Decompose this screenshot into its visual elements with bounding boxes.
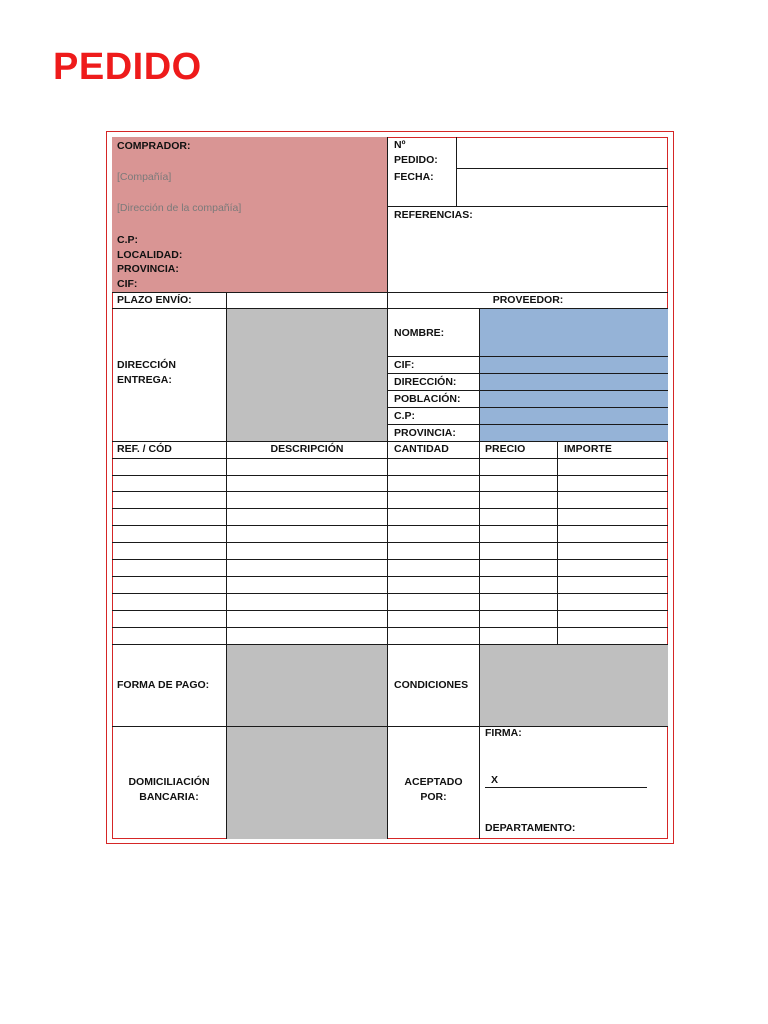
table-cell[interactable]: [112, 476, 226, 492]
table-cell[interactable]: [227, 629, 387, 645]
firma-label: FIRMA:: [485, 727, 522, 739]
table-cell[interactable]: [227, 544, 387, 560]
table-cell[interactable]: [558, 527, 668, 543]
table-cell[interactable]: [112, 544, 226, 560]
table-cell[interactable]: [388, 561, 479, 577]
table-cell[interactable]: [558, 510, 668, 526]
table-cell[interactable]: [227, 493, 387, 509]
table-cell[interactable]: [480, 459, 557, 475]
table-cell[interactable]: [112, 595, 226, 611]
table-cell[interactable]: [112, 510, 226, 526]
proveedor-title: PROVEEDOR:: [492, 294, 564, 306]
col-header-precio: PRECIO: [485, 443, 526, 455]
departamento-label: DEPARTAMENTO:: [485, 822, 576, 834]
domiciliacion-field[interactable]: [226, 727, 387, 839]
table-cell[interactable]: [480, 612, 557, 628]
company-address-placeholder[interactable]: [Dirección de la compañía]: [117, 202, 242, 214]
numero-pedido-field[interactable]: [457, 137, 668, 168]
aceptado-label-1: ACEPTADO: [404, 776, 463, 788]
plazo-envio-field[interactable]: [227, 293, 387, 308]
condiciones-label: CONDICIONES: [394, 679, 469, 691]
table-cell[interactable]: [112, 612, 226, 628]
table-cell[interactable]: [480, 578, 557, 594]
table-cell[interactable]: [558, 459, 668, 475]
table-cell[interactable]: [112, 629, 226, 645]
table-cell[interactable]: [227, 561, 387, 577]
table-cell[interactable]: [480, 476, 557, 492]
proveedor-nombre-field[interactable]: [479, 309, 668, 357]
table-cell[interactable]: [480, 527, 557, 543]
table-cell[interactable]: [227, 612, 387, 628]
order-form: [112, 137, 668, 839]
table-cell[interactable]: [112, 527, 226, 543]
direccion-entrega-label-1: DIRECCIÓN: [117, 359, 176, 371]
forma-pago-label: FORMA DE PAGO:: [117, 679, 210, 691]
table-cell[interactable]: [388, 612, 479, 628]
aceptado-label-2: POR:: [420, 791, 447, 803]
table-cell[interactable]: [388, 510, 479, 526]
table-cell[interactable]: [112, 459, 226, 475]
col-header-cantidad: CANTIDAD: [394, 443, 449, 455]
table-cell[interactable]: [227, 578, 387, 594]
proveedor-poblacion-label: POBLACIÓN:: [394, 393, 461, 405]
table-cell[interactable]: [227, 527, 387, 543]
numero-label: Nº: [394, 139, 406, 151]
table-cell[interactable]: [388, 544, 479, 560]
proveedor-nombre-label: NOMBRE:: [394, 327, 445, 339]
page-title: PEDIDO: [53, 46, 202, 88]
comprador-cp-label: C.P:: [117, 234, 138, 246]
table-cell[interactable]: [480, 629, 557, 645]
table-cell[interactable]: [480, 493, 557, 509]
fecha-field[interactable]: [457, 169, 668, 206]
proveedor-details-field[interactable]: [479, 357, 668, 442]
col-header-descripcion: DESCRIPCIÓN: [270, 443, 344, 455]
plazo-envio-label: PLAZO ENVÍO:: [117, 294, 192, 306]
table-cell[interactable]: [558, 578, 668, 594]
proveedor-provincia-label: PROVINCIA:: [394, 427, 456, 439]
table-cell[interactable]: [558, 493, 668, 509]
domiciliacion-label-2: BANCARIA:: [139, 791, 199, 803]
table-cell[interactable]: [112, 578, 226, 594]
table-cell[interactable]: [558, 476, 668, 492]
table-cell[interactable]: [480, 595, 557, 611]
comprador-label: COMPRADOR:: [117, 140, 191, 152]
firma-mark: X: [491, 774, 499, 786]
pedido-label: PEDIDO:: [394, 154, 438, 166]
forma-pago-field[interactable]: [226, 645, 387, 726]
table-cell[interactable]: [558, 561, 668, 577]
table-cell[interactable]: [227, 476, 387, 492]
proveedor-cp-label: C.P:: [394, 410, 415, 422]
table-cell[interactable]: [480, 544, 557, 560]
referencias-label: REFERENCIAS:: [394, 209, 473, 221]
table-cell[interactable]: [388, 527, 479, 543]
signature-line: [485, 787, 647, 788]
comprador-localidad-label: LOCALIDAD:: [117, 249, 183, 261]
proveedor-direccion-label: DIRECCIÓN:: [394, 376, 457, 388]
table-cell[interactable]: [388, 629, 479, 645]
proveedor-cif-label: CIF:: [394, 359, 415, 371]
table-cell[interactable]: [227, 510, 387, 526]
condiciones-field[interactable]: [479, 645, 668, 726]
col-header-ref: REF. / CÓD: [117, 443, 172, 455]
fecha-label: FECHA:: [394, 171, 434, 183]
table-cell[interactable]: [227, 595, 387, 611]
table-cell[interactable]: [480, 561, 557, 577]
direccion-entrega-label-2: ENTREGA:: [117, 374, 172, 386]
domiciliacion-label-1: DOMICILIACIÓN: [128, 776, 210, 788]
comprador-provincia-label: PROVINCIA:: [117, 263, 179, 275]
table-cell[interactable]: [388, 595, 479, 611]
table-cell[interactable]: [558, 612, 668, 628]
table-cell[interactable]: [112, 561, 226, 577]
table-cell[interactable]: [388, 578, 479, 594]
table-cell[interactable]: [112, 493, 226, 509]
table-cell[interactable]: [388, 476, 479, 492]
company-placeholder[interactable]: [Compañía]: [117, 171, 172, 183]
comprador-cif-label: CIF:: [117, 278, 138, 290]
table-cell[interactable]: [558, 595, 668, 611]
table-cell[interactable]: [480, 510, 557, 526]
table-cell[interactable]: [558, 544, 668, 560]
direccion-entrega-field[interactable]: [226, 309, 387, 442]
table-cell[interactable]: [558, 629, 668, 645]
firma-field[interactable]: [480, 752, 668, 792]
table-cell[interactable]: [388, 493, 479, 509]
table-cell[interactable]: [388, 459, 479, 475]
col-header-importe: IMPORTE: [564, 443, 612, 455]
table-cell[interactable]: [227, 459, 387, 475]
